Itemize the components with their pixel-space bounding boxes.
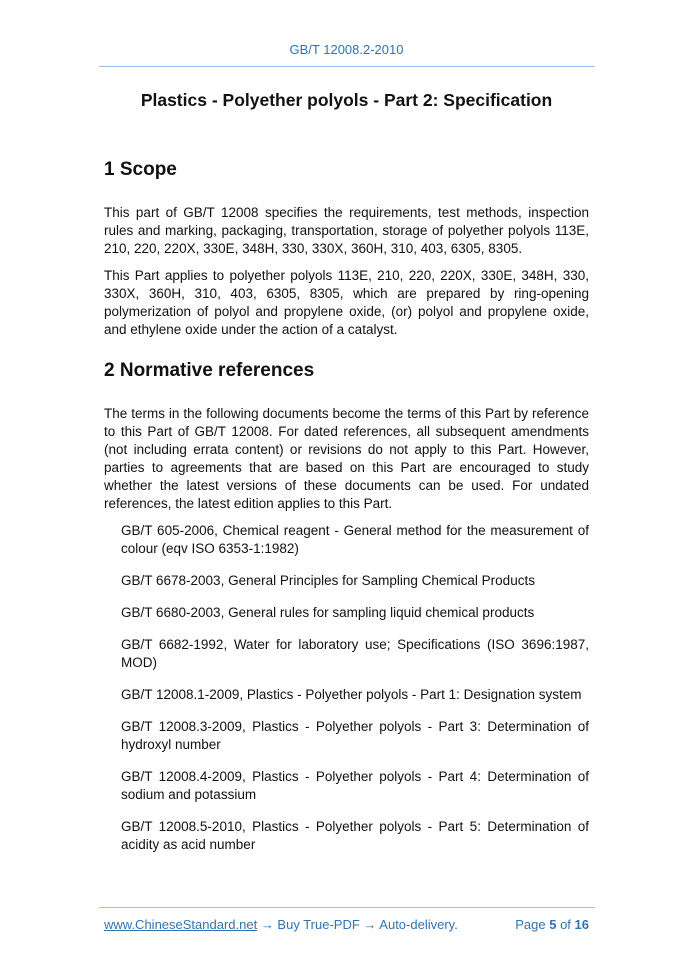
reference-item: GB/T 12008.3-2009, Plastics - Polyether polyols - Part 3: Determination of hydroxyl number	[121, 719, 589, 752]
page-current: 5	[549, 917, 557, 932]
reference-item: GB/T 12008.4-2009, Plastics - Polyether polyols - Part 4: Determination of sodium and potassium	[121, 769, 589, 802]
document-title: Plastics - Polyether polyols - Part 2: Specification	[140, 90, 553, 110]
running-header: GB/T 12008.2-2010	[289, 42, 404, 57]
promo-text: → Buy True-PDF → Auto-delivery.	[257, 917, 458, 932]
reference-item: GB/T 6680-2003, General rules for sampling liquid chemical products	[121, 605, 535, 620]
page-total: 16	[574, 917, 589, 932]
reference-list	[121, 522, 589, 854]
section-heading-normative-references: 2 Normative references	[104, 360, 315, 381]
reference-item: GB/T 12008.5-2010, Plastics - Polyether polyols - Part 5: Determination of acidity as acid number	[121, 819, 589, 852]
footer-promo	[104, 917, 458, 932]
reference-item: GB/T 12008.1-2009, Plastics - Polyether polyols - Part 1: Designation system	[121, 687, 582, 702]
header-divider	[99, 66, 595, 67]
reference-item: GB/T 6682-1992, Water for laboratory use; Specifications (ISO 3696:1987, MOD)	[121, 637, 589, 670]
scope-paragraph-1: This part of GB/T 12008 specifies the requirements, test methods, inspection rules and marking, packaging, transportation, storage of polyether polyols 113E, 210, 220, 220X, 330E, 348H, 330, 330X, 360H, 310, 403, 6305, 8305.	[104, 205, 589, 256]
reference-item: GB/T 605-2006, Chemical reagent - General method for the measurement of colour (eqv ISO 6353-1:1982)	[121, 523, 589, 556]
reference-item: GB/T 6678-2003, General Principles for Sampling Chemical Products	[121, 573, 535, 588]
scope-paragraph-2: This Part applies to polyether polyols 113E, 210, 220, 220X, 330E, 348H, 330, 330X, 360H, 310, 403, 6305, 8305, which are prepared by ring-opening polymerization of polyol and propylene oxide, (or) polyol and propylene oxide, and ethylene oxide under the action of a catalyst.	[104, 268, 589, 337]
footer-divider	[99, 907, 595, 908]
references-intro-paragraph: The terms in the following documents become the terms of this Part by reference to this Part of GB/T 12008. For dated references, all subsequent amendments (not including errata content) or revisions do not apply to this Part. However, parties to agreements that are based on this Part are encouraged to study whether the latest versions of these documents can be used. For undated references, the latest edition applies to this Part.	[104, 406, 589, 511]
document-body	[104, 158, 589, 868]
section-heading-scope: 1 Scope	[104, 159, 177, 180]
page-of-label: of	[560, 917, 571, 932]
page-label: Page	[515, 917, 546, 932]
website-link[interactable]: www.ChineseStandard.net	[104, 917, 258, 932]
page-indicator	[515, 917, 589, 932]
